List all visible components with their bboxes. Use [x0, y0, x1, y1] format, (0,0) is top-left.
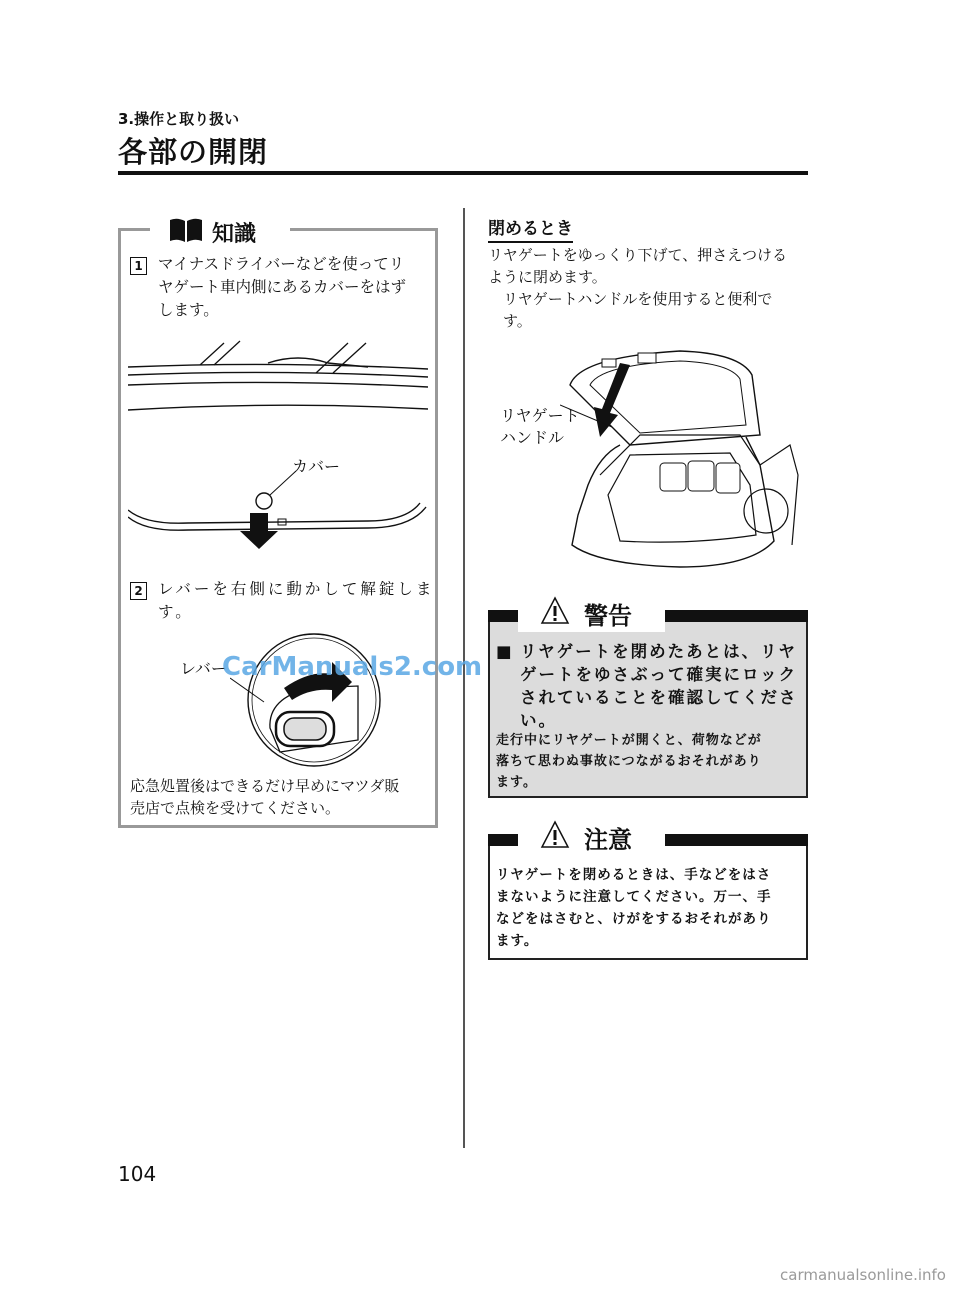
liftgate-illustration	[560, 345, 800, 580]
watermark-carmanuals2: CarManuals2.com	[222, 652, 483, 682]
caution-bar-left	[488, 834, 518, 846]
title-rule	[118, 171, 808, 175]
knowledge-title: 知識	[212, 222, 257, 247]
page-number: 104	[118, 1162, 157, 1186]
step-2-text: レバーを右側に動かして解錠しま す。	[158, 580, 435, 621]
knowledge-note: 応急処置後はできるだけ早めにマツダ販 売店で点検を受けてください。	[130, 777, 400, 817]
warning-title: 警告	[584, 602, 632, 630]
warning-bar-right	[665, 610, 808, 622]
exclamation-icon	[540, 596, 570, 626]
cover-illustration	[128, 335, 428, 560]
closing-tip: リヤゲートハンドルを使用すると便利で す。	[503, 290, 773, 330]
closing-text: リヤゲートをゆっくり下げて、押さえつける ように閉めます。	[488, 246, 787, 286]
book-icon	[168, 216, 204, 244]
step-1-number: 1	[130, 257, 147, 275]
page-title: 各部の開閉	[118, 135, 269, 169]
handle-label: リヤゲート ハンドル	[500, 406, 580, 447]
cover-label: カバー	[292, 457, 341, 476]
warning-bar-left	[488, 610, 518, 622]
lever-label: レバー	[180, 659, 227, 678]
step-2	[130, 580, 147, 600]
step-1	[130, 255, 147, 275]
warning-bullet: ■	[496, 642, 514, 661]
exclamation-icon	[540, 820, 570, 850]
caution-title: 注意	[584, 826, 632, 854]
caution-bar-right	[665, 834, 808, 846]
caution-lines: リヤゲートを閉めるときは、手などをはさ まないように注意してください。万一、手 などをはさむと、けがをするおそれがあり ます。	[496, 867, 772, 949]
step-1-text: マイナスドライバーなどを使ってリ ヤゲート車内側にあるカバーをはず します。	[158, 255, 407, 319]
closing-title: 閉めるとき	[488, 214, 573, 243]
watermark-carmanualsonline: carmanualsonline.info	[780, 1266, 946, 1284]
step-2-number: 2	[130, 582, 147, 600]
section-label: 3.操作と取り扱い	[118, 110, 240, 128]
warning-lines: リヤゲートを閉めたあとは、リヤ ゲートをゆさぶって確実にロック されていることを確認してくださ い。	[520, 642, 798, 730]
warning-detail: 走行中にリヤゲートが開くと、荷物などが 落ちて思わぬ事故につながるおそれがあり ます。	[496, 733, 762, 790]
